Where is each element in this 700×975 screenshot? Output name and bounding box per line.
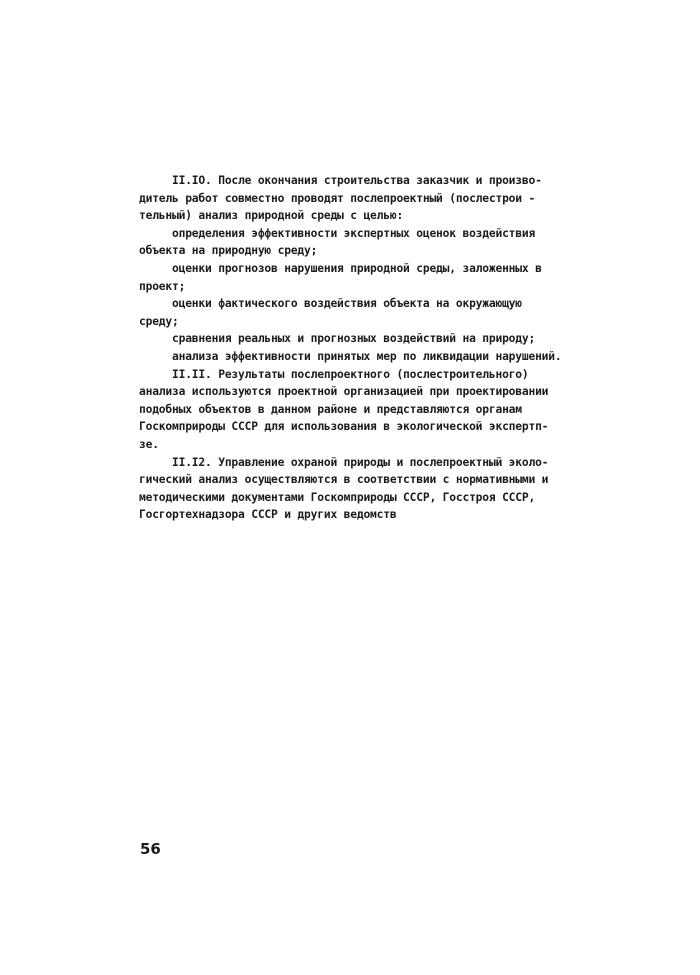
text-line: анализа используются проектной организацией при проектировании bbox=[139, 385, 549, 399]
text-line: оценки фактического воздействия объекта на окружающую bbox=[139, 297, 522, 311]
text-line: гический анализ осуществляются в соответствии с нормативными и bbox=[139, 473, 549, 487]
text-line: дитель работ совместно проводят послепроектный (послестрои - bbox=[139, 191, 536, 205]
page-number: 56 bbox=[140, 840, 161, 858]
text-line: оценки прогнозов нарушения природной среды, заложенных в bbox=[139, 261, 542, 275]
text-line: методическими документами Госкомприроды СССР, Госстроя СССР, bbox=[139, 490, 536, 504]
text-line: проект; bbox=[139, 279, 186, 293]
text-line: II.IO. После окончания строительства заказчик и произво- bbox=[139, 174, 542, 187]
text-line: объекта на природную среду; bbox=[139, 244, 318, 258]
text-line: сравнения реальных и прогнозных воздействий на природу; bbox=[139, 332, 536, 346]
text-line: тельный) анализ природной среды с целью: bbox=[139, 209, 404, 223]
text-line: Госкомприроды СССР для использования в экологической экспертп- bbox=[139, 420, 549, 434]
text-line: II.I2. Управление охраной природы и послепроектный эколо- bbox=[139, 455, 549, 469]
text-line: зе. bbox=[139, 437, 159, 451]
text-line: подобных объектов в данном районе и представляются органам bbox=[139, 402, 522, 416]
document-body bbox=[139, 172, 579, 524]
text-line: Госгортехнадзора СССР и других ведомств bbox=[139, 508, 397, 522]
text-line: анализа эффективности принятых мер по ликвидации нарушений. bbox=[139, 349, 562, 363]
text-line: среду; bbox=[139, 314, 179, 328]
text-line: определения эффективности экспертных оценок воздействия bbox=[139, 226, 536, 240]
text-line: II.II. Результаты послепроектного (послестроительного) bbox=[139, 367, 529, 381]
